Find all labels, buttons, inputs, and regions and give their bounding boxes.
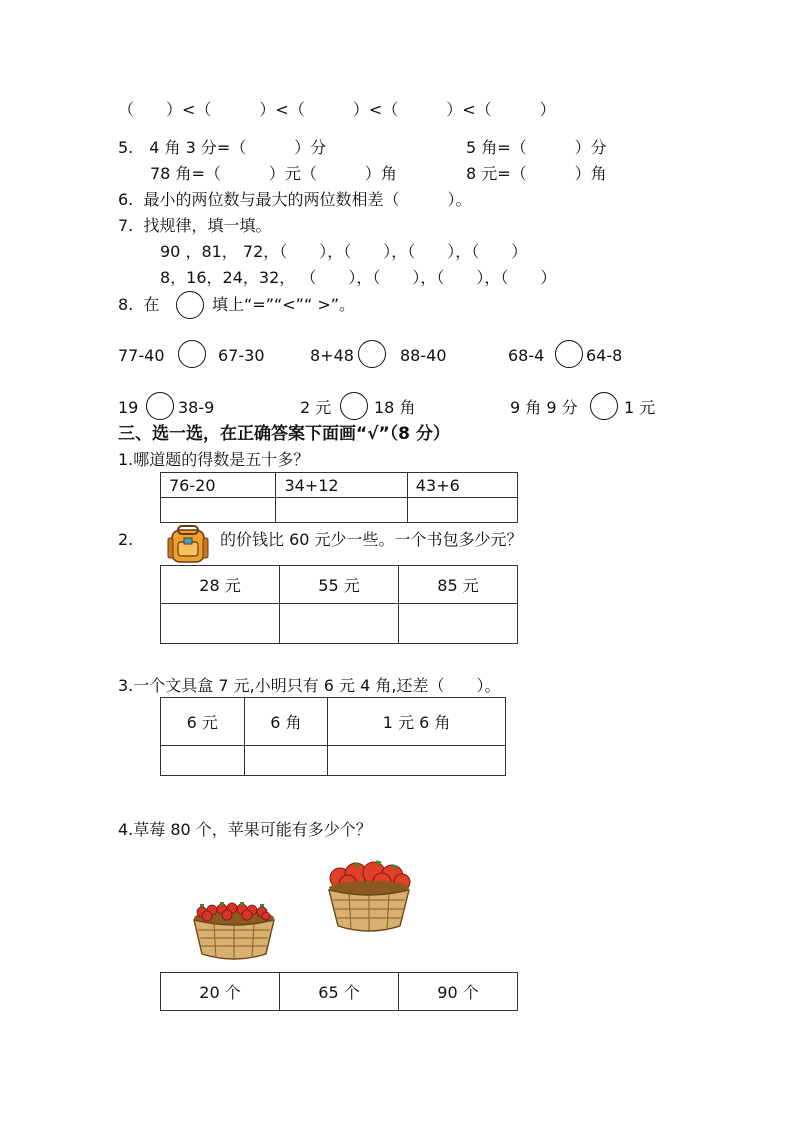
choice-question-3: 3.一个文具盒 7 元,小明只有 6 元 4 角,还差（ ）。 [118,676,501,695]
compare-circle[interactable] [178,340,206,368]
compare-circle[interactable] [358,340,386,368]
compare-left: 19 [118,398,139,417]
compare-right: 64-8 [586,346,623,365]
option-label: 6 角 [244,698,328,746]
compare-circle[interactable] [146,392,174,420]
q5-line2-right: 8 元=（ ）角 [466,164,607,183]
compare-right: 88-40 [400,346,447,365]
answer-cell[interactable] [280,604,399,644]
compare-circle[interactable] [340,392,368,420]
q5-line1-left: 5. 4 角 3 分=（ ）分 [118,138,327,157]
option-label: 6 元 [161,698,245,746]
compare-circle[interactable] [555,340,583,368]
option-label: 28 元 [161,566,280,604]
compare-left: 8+48 [310,346,354,365]
compare-left: 77-40 [118,346,165,365]
compare-circle-icon [176,291,204,319]
strawberry-basket-icon [190,896,278,966]
option-label: 65 个 [280,973,399,1011]
backpack-icon [166,524,210,566]
answer-cell[interactable] [244,746,328,776]
compare-left: 68-4 [508,346,545,365]
option-label: 85 元 [399,566,518,604]
answer-cell[interactable] [407,498,517,523]
q5-line1-right: 5 角=（ ）分 [466,138,607,157]
choice-question-2-number: 2. [118,530,134,549]
order-blanks-line: （ ）<（ ）<（ ）<（ ）<（ ） [118,100,556,119]
option-label: 34+12 [276,473,407,498]
compare-right: 67-30 [218,346,265,365]
options-table-3 [160,697,506,776]
answer-cell[interactable] [276,498,407,523]
options-table-2 [160,565,518,644]
option-label: 20 个 [161,973,280,1011]
compare-right: 18 角 [374,398,416,417]
option-label: 90 个 [399,973,518,1011]
q7-sequence-1: 90 ，81， 72，（ ），（ ），（ ），（ ） [160,242,528,261]
option-label: 1 元 6 角 [328,698,506,746]
compare-right: 38-9 [178,398,215,417]
answer-cell[interactable] [161,498,276,523]
option-label: 55 元 [280,566,399,604]
compare-circle[interactable] [590,392,618,420]
answer-cell[interactable] [161,604,280,644]
section-title: 三、选一选，在正确答案下面画“√”（8 分） [118,424,450,444]
q6-text: 6. 最小的两位数与最大的两位数相差（ ）。 [118,190,472,209]
option-label: 76-20 [161,473,276,498]
apple-basket-icon [326,852,412,936]
q8-label-prefix: 8. 在 [118,295,160,314]
answer-cell[interactable] [399,604,518,644]
choice-question-4: 4.草莓 80 个，苹果可能有多少个？ [118,820,372,839]
q7-sequence-2: 8，16，24，32， （ ），（ ），（ ），（ ） [160,268,557,287]
answer-cell[interactable] [161,746,245,776]
compare-left: 9 角 9 分 [510,398,578,417]
q7-title: 7. 找规律，填一填。 [118,216,272,235]
q5-line2-left: 78 角=（ ）元（ ）角 [150,164,397,183]
compare-right: 1 元 [624,398,656,417]
choice-question-2: 的价钱比 60 元少一些。一个书包多少元？ [220,530,523,549]
options-table-1 [160,472,518,523]
compare-left: 2 元 [300,398,332,417]
options-table-4 [160,972,518,1011]
q8-label-suffix: 填上“=”“<”“ >”。 [212,295,356,314]
choice-question-1: 1.哪道题的得数是五十多？ [118,450,310,469]
answer-cell[interactable] [328,746,506,776]
option-label: 43+6 [407,473,517,498]
